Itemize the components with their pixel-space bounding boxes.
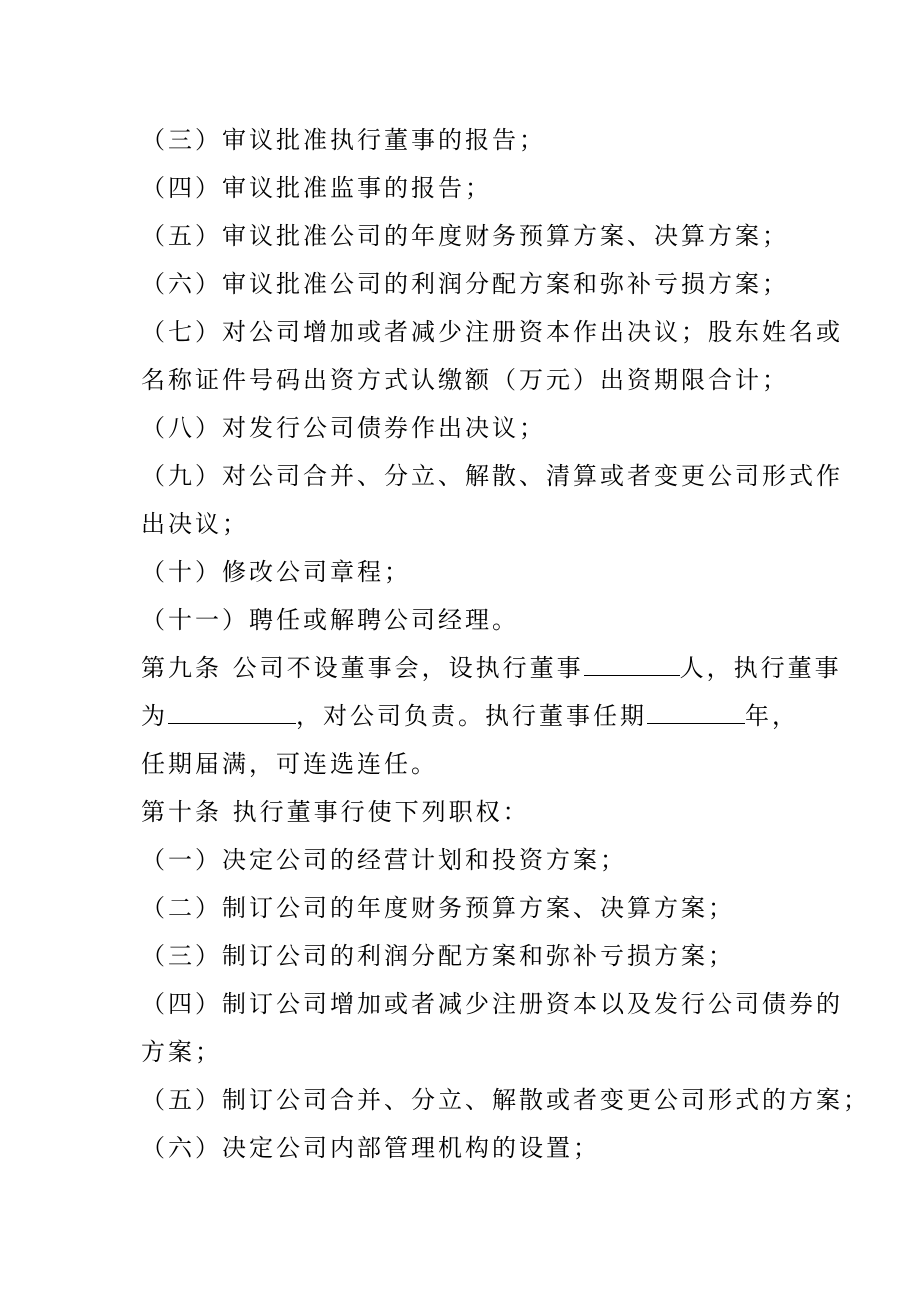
text-line: （二）制订公司的年度财务预算方案、决算方案； bbox=[141, 894, 735, 922]
text-line: （五）审议批准公司的年度财务预算方案、决算方案； bbox=[141, 222, 789, 250]
text-line: （九）对公司合并、分立、解散、清算或者变更公司形式作 bbox=[141, 462, 843, 490]
director-count-blank[interactable] bbox=[584, 645, 680, 676]
text-line: （六）决定公司内部管理机构的设置； bbox=[141, 1134, 600, 1162]
article-10-heading: 第十条 执行董事行使下列职权： bbox=[141, 798, 530, 826]
director-name-blank[interactable] bbox=[168, 693, 296, 724]
text-line: （四）制订公司增加或者减少注册资本以及发行公司债券的 bbox=[141, 990, 843, 1018]
text-line: （七）对公司增加或者减少注册资本作出决议；股东姓名或 bbox=[141, 318, 843, 346]
article-9-text: 第九条 公司不设董事会，设执行董事 bbox=[141, 654, 584, 682]
text-line: 出决议； bbox=[141, 510, 249, 538]
text-line: （十一）聘任或解聘公司经理。 bbox=[141, 606, 519, 634]
article-9-text: 人，执行董事 bbox=[679, 654, 842, 682]
text-line: （十）修改公司章程； bbox=[141, 558, 411, 586]
text-line: （三）审议批准执行董事的报告； bbox=[141, 126, 546, 154]
text-line: （三）制订公司的利润分配方案和弥补亏损方案； bbox=[141, 942, 735, 970]
document-body bbox=[141, 116, 870, 1172]
article-9-line-3: 任期届满，可连选连任。 bbox=[141, 750, 438, 778]
text-line: （五）制订公司合并、分立、解散或者变更公司形式的方案； bbox=[141, 1086, 870, 1114]
article-9-line-2 bbox=[141, 692, 799, 740]
article-9-text: 年， bbox=[745, 702, 799, 730]
text-line: 方案； bbox=[141, 1038, 222, 1066]
article-9-text: ，对公司负责。执行董事任期 bbox=[296, 702, 647, 730]
text-line: （八）对发行公司债券作出决议； bbox=[141, 414, 546, 442]
term-length-blank[interactable] bbox=[647, 693, 745, 724]
article-9-text: 为 bbox=[141, 702, 168, 730]
text-line: 名称证件号码出资方式认缴额（万元）出资期限合计； bbox=[141, 366, 789, 394]
article-9-line-1 bbox=[141, 644, 842, 692]
text-line: （四）审议批准监事的报告； bbox=[141, 174, 492, 202]
text-line: （一）决定公司的经营计划和投资方案； bbox=[141, 846, 627, 874]
text-line: （六）审议批准公司的利润分配方案和弥补亏损方案； bbox=[141, 270, 789, 298]
